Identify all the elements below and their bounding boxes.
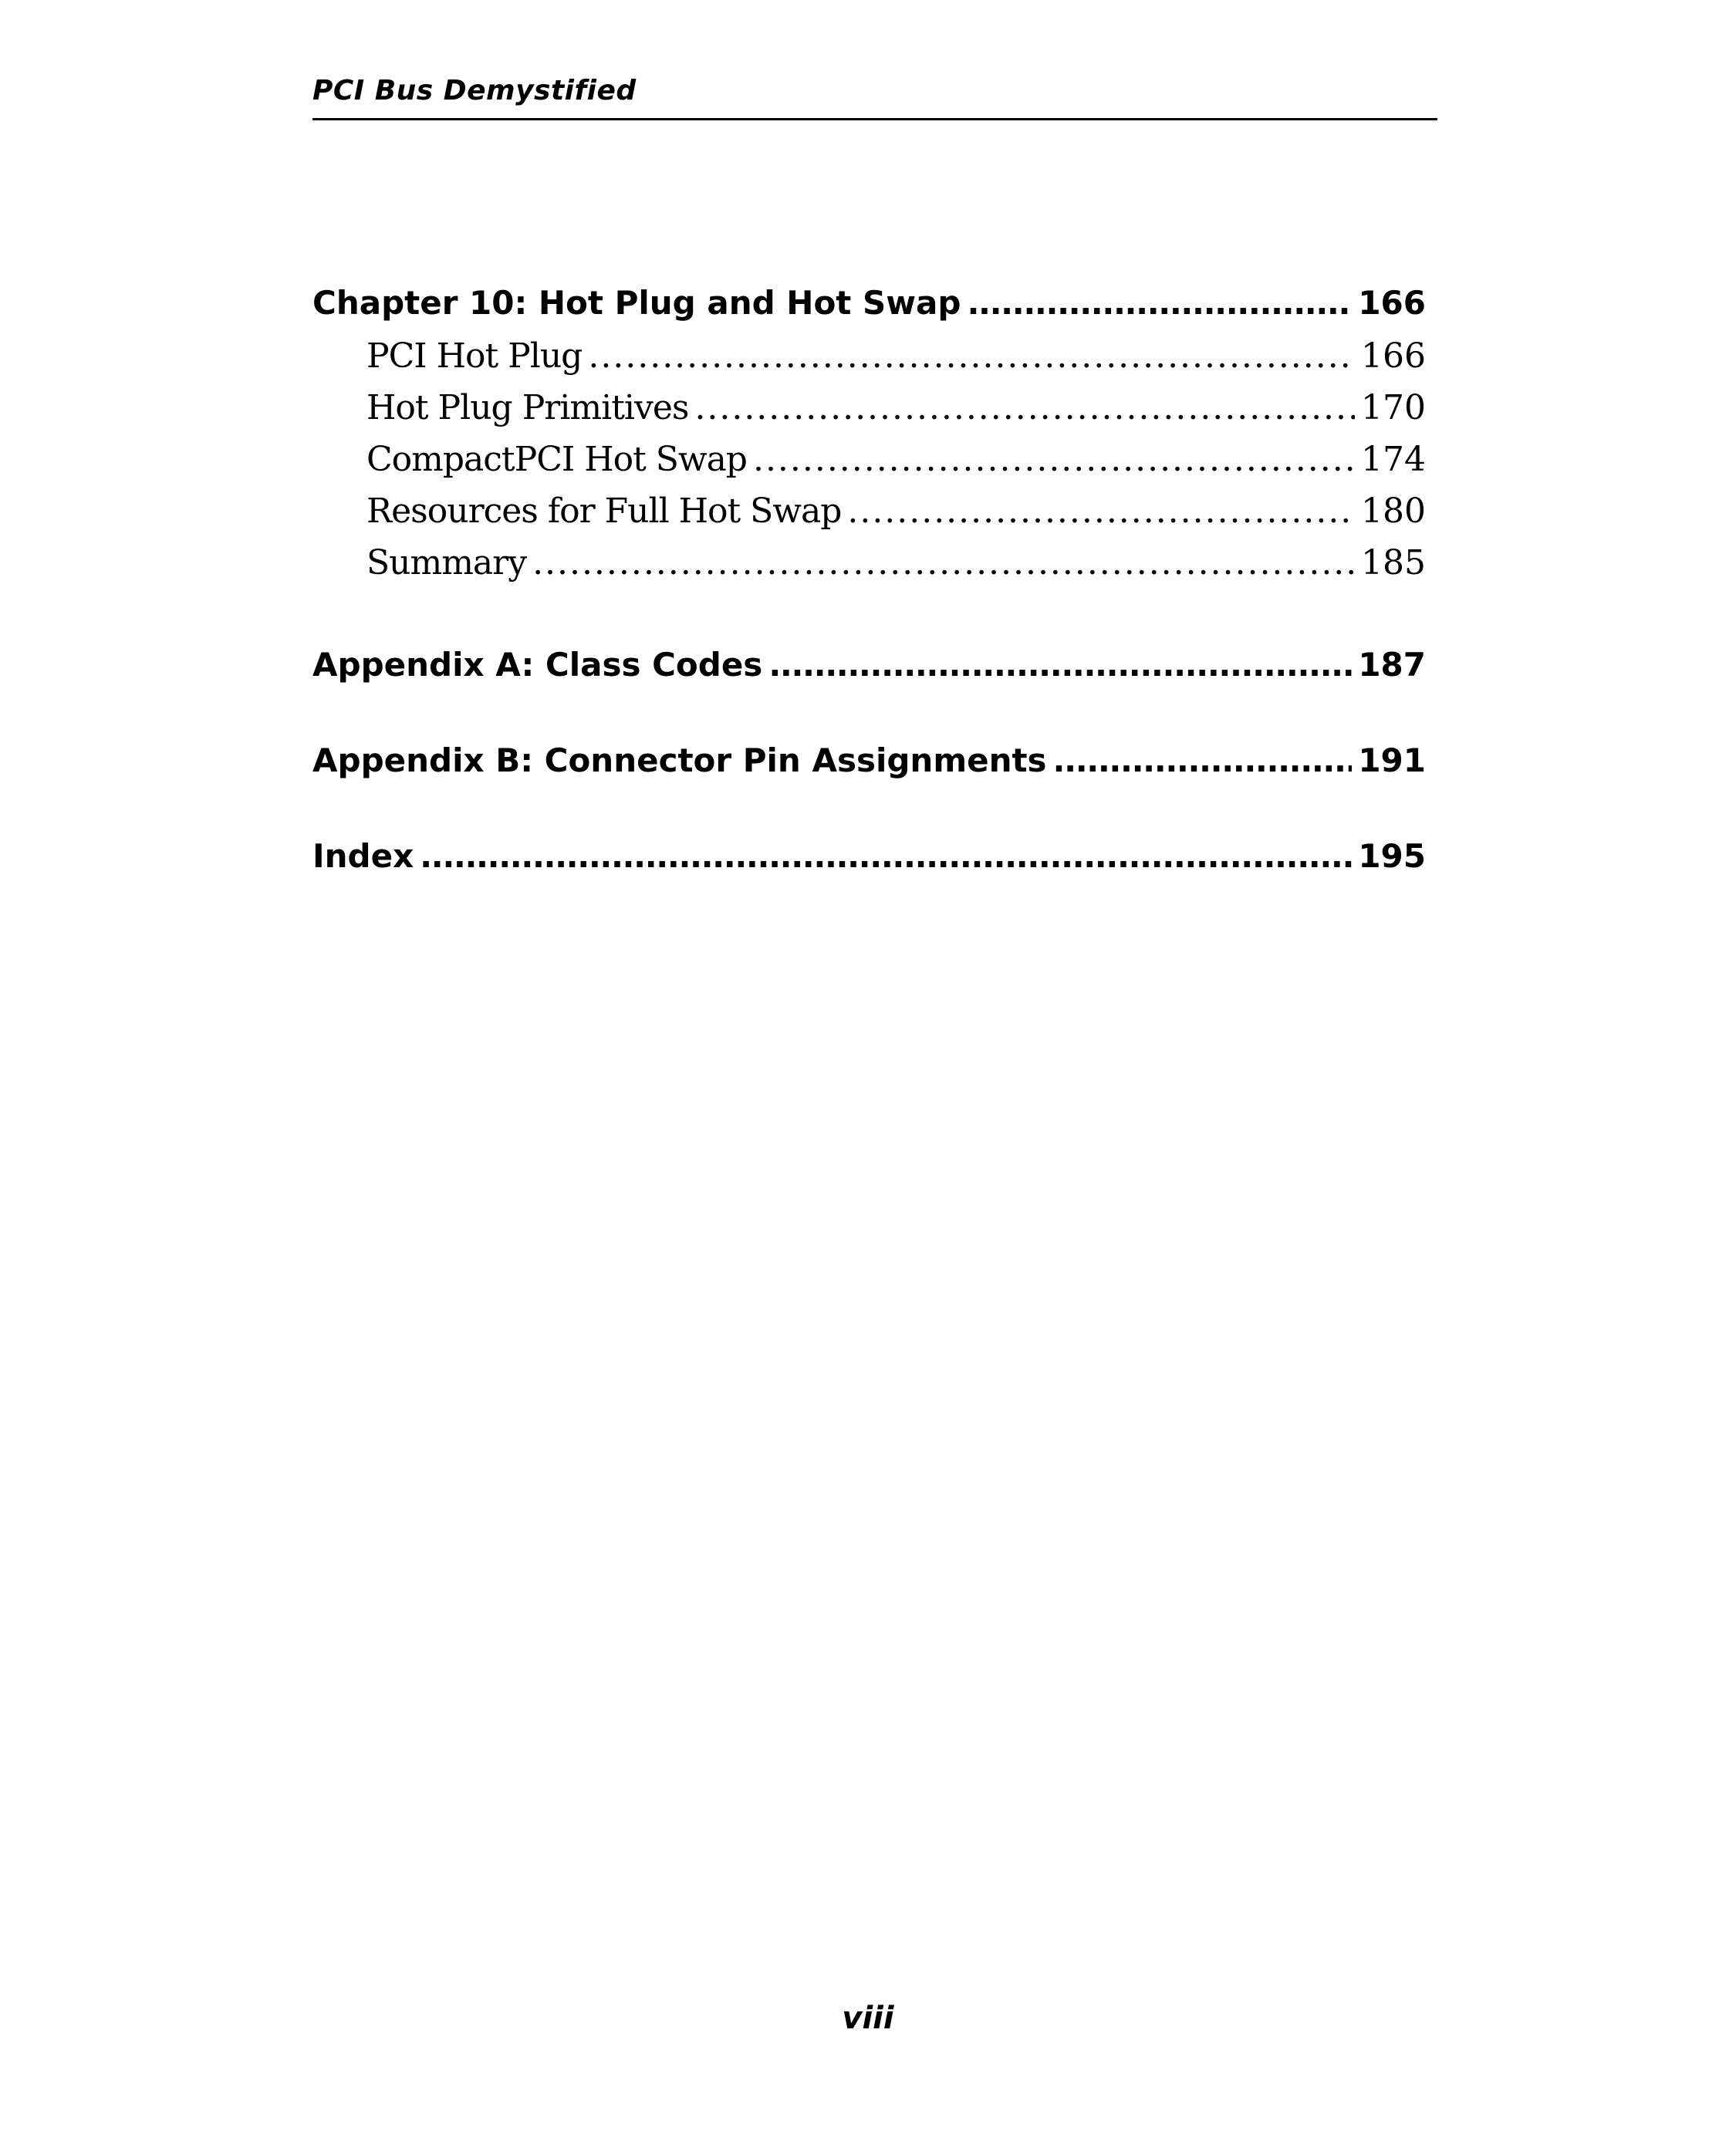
dot-leader (694, 382, 1355, 434)
toc-entry-chapter-10[interactable] (312, 276, 1426, 330)
dot-leader (588, 330, 1355, 382)
dot-leader (967, 276, 1352, 330)
toc-entry-page: 191 (1358, 734, 1426, 788)
dot-leader (420, 829, 1352, 883)
toc-entry-compactpci-hot-swap[interactable] (312, 434, 1426, 485)
toc-entry-title: Index (312, 829, 414, 883)
dot-leader (1053, 734, 1353, 788)
toc-entry-title: PCI Hot Plug (366, 330, 582, 382)
dot-leader (768, 638, 1352, 692)
toc-entry-page: 187 (1358, 638, 1426, 692)
page-number: viii (842, 2001, 894, 2036)
header-rule (312, 118, 1437, 120)
dot-leader (532, 537, 1355, 589)
toc-entry-title: Summary (366, 537, 526, 589)
toc-entry-title: Appendix B: Connector Pin Assignments (312, 734, 1047, 788)
toc-entry-title: Appendix A: Class Codes (312, 638, 762, 692)
toc-entry-page: 166 (1358, 276, 1426, 330)
toc-entry-appendix-a[interactable] (312, 638, 1426, 692)
toc-entry-index[interactable] (312, 829, 1426, 883)
toc-entry-page: 185 (1361, 537, 1426, 589)
dot-leader (753, 434, 1355, 485)
toc-entry-summary[interactable] (312, 537, 1426, 589)
toc-entry-resources-full-hot-swap[interactable] (312, 485, 1426, 537)
toc-entry-pci-hot-plug[interactable] (312, 330, 1426, 382)
toc-entry-page: 170 (1361, 382, 1426, 434)
toc-entry-title: Resources for Full Hot Swap (366, 485, 841, 537)
table-of-contents (312, 276, 1426, 883)
toc-entry-appendix-b[interactable] (312, 734, 1426, 788)
toc-entry-title: Chapter 10: Hot Plug and Hot Swap (312, 276, 961, 330)
toc-entry-hot-plug-primitives[interactable] (312, 382, 1426, 434)
toc-entry-page: 166 (1361, 330, 1426, 382)
toc-entry-title: Hot Plug Primitives (366, 382, 688, 434)
toc-entry-page: 174 (1361, 434, 1426, 485)
running-head-title: PCI Bus Demystified (312, 75, 637, 106)
toc-entry-page: 195 (1358, 829, 1426, 883)
toc-entry-page: 180 (1361, 485, 1426, 537)
dot-leader (847, 485, 1355, 537)
toc-entry-title: CompactPCI Hot Swap (366, 434, 747, 485)
